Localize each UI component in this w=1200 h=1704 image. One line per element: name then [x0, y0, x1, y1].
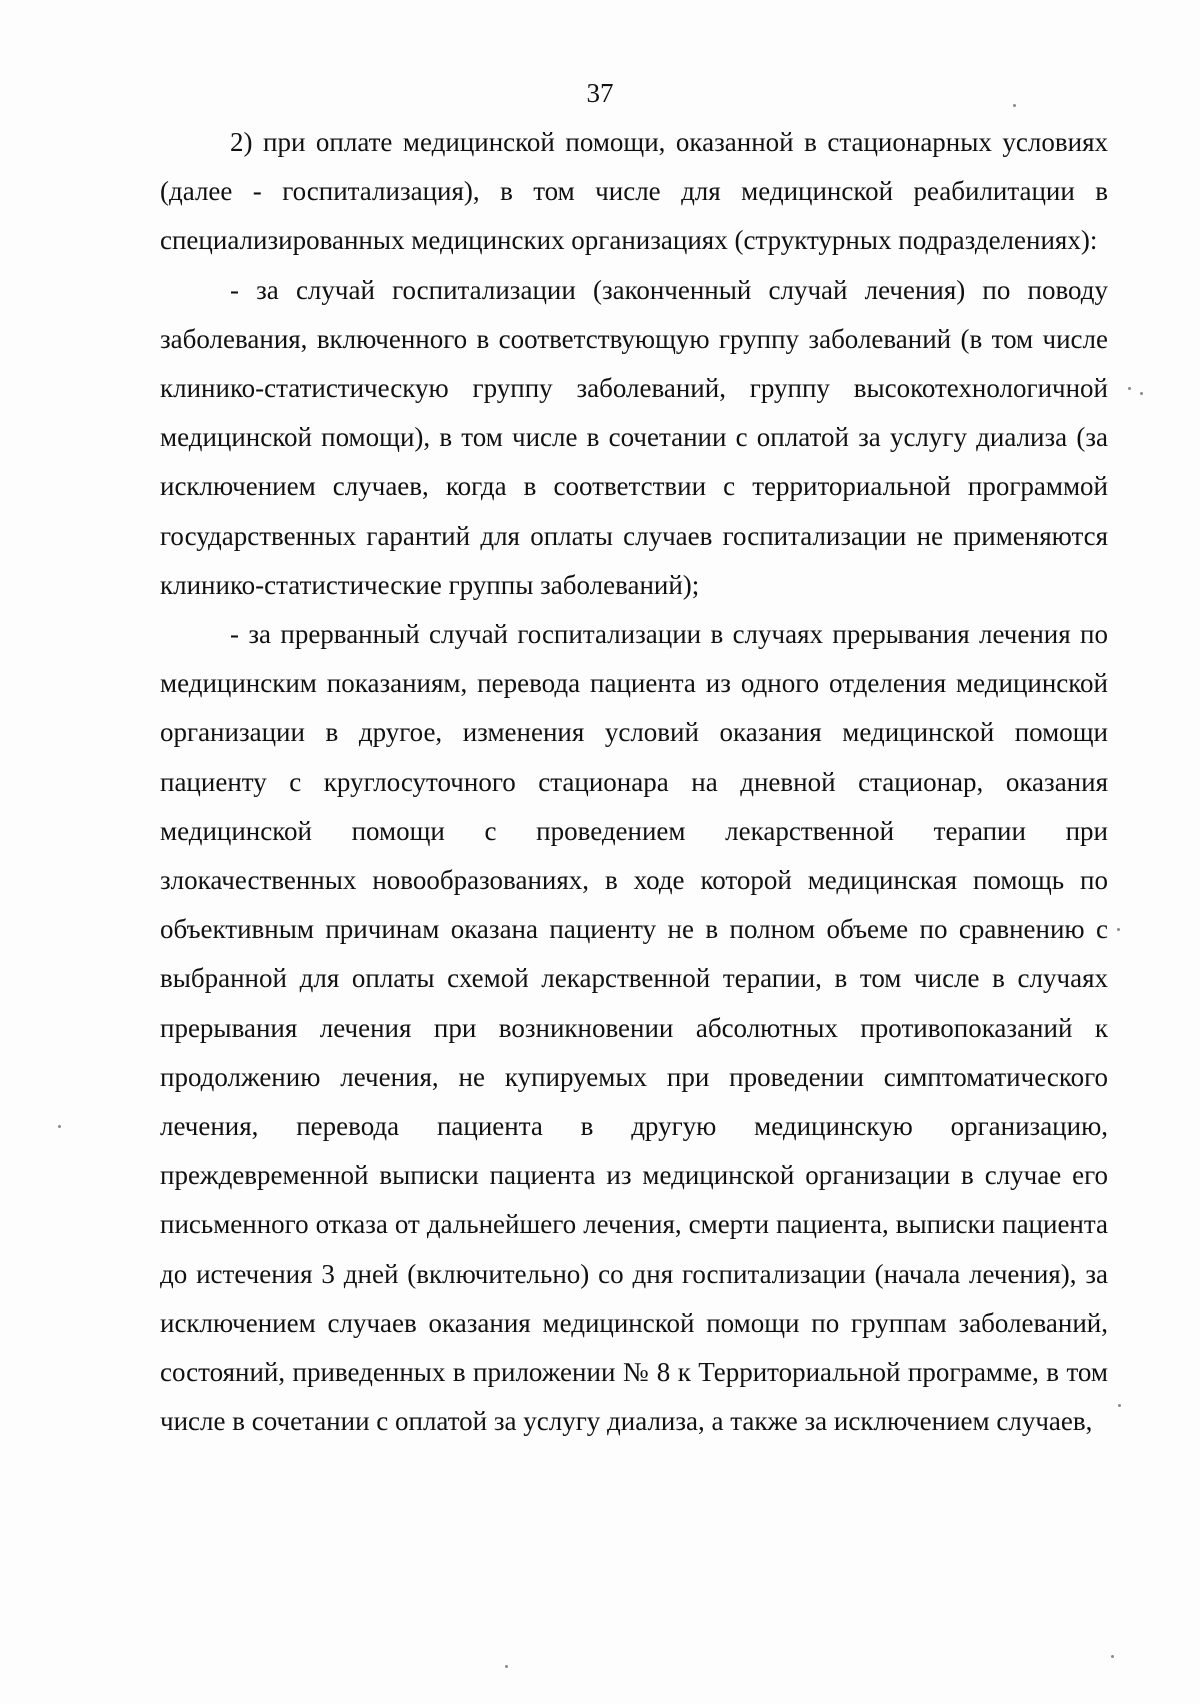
scan-speck	[1111, 1655, 1114, 1658]
paragraph-interrupted-case: - за прерванный случай госпитализации в случаях прерывания лечения по медицинским показаниям, перевода пациента из одного отделения медицинской организации в другое, изменения условий оказания медицинской помощи пациенту с круглосуточного стационара на дневной стационар, оказания медицинской помощи с проведением лекарственной терапии при злокачественных новообразованиях, в ходе которой медицинская помощь по объективным причинам оказана пациенту не в полном объеме по сравнению с выбранной для оплаты схемой лекарственной терапии, в том числе в случаях прерывания лечения при возникновении абсолютных противопоказаний к продолжению лечения, не купируемых при проведении симптоматического лечения, перевода пациента в другую медицинскую организацию, преждевременной выписки пациента из медицинской организации в случае его письменного отказа от дальнейшего лечения, смерти пациента, выписки пациента до истечения 3 дней (включительно) со дня госпитализации (начала лечения), за исключением случаев оказания медицинской помощи по группам заболеваний, состояний, приведенных в приложении № 8 к Территориальной программе, в том числе в сочетании с оплатой за услугу диализа, а также за исключением случаев,	[160, 619, 1108, 1437]
scan-speck	[1118, 1404, 1121, 1407]
scan-speck	[1140, 392, 1143, 395]
page-number: 37	[586, 78, 614, 108]
document-body	[160, 118, 1108, 1446]
scan-speck	[1013, 104, 1016, 107]
scan-speck	[1128, 387, 1131, 390]
scan-speck	[1117, 928, 1120, 931]
scan-speck	[505, 1665, 508, 1668]
paragraph-hospitalization-payment: 2) при оплате медицинской помощи, оказанной в стационарных условиях (далее - госпитализация), в том числе для медицинской реабилитации в специализированных медицинских организациях (структурных подразделениях):	[160, 127, 1108, 256]
scan-speck	[58, 1125, 61, 1128]
paragraph-completed-case: - за случай госпитализации (законченный случай лечения) по поводу заболевания, включенного в соответствующую группу заболеваний (в том числе клинико-статистическую группу заболеваний, группу высокотехнологичной медицинской помощи), в том числе в сочетании с оплатой за услугу диализа (за исключением случаев, когда в соответствии с территориальной программой государственных гарантий для оплаты случаев госпитализации не применяются клинико-статистические группы заболеваний);	[160, 274, 1108, 600]
